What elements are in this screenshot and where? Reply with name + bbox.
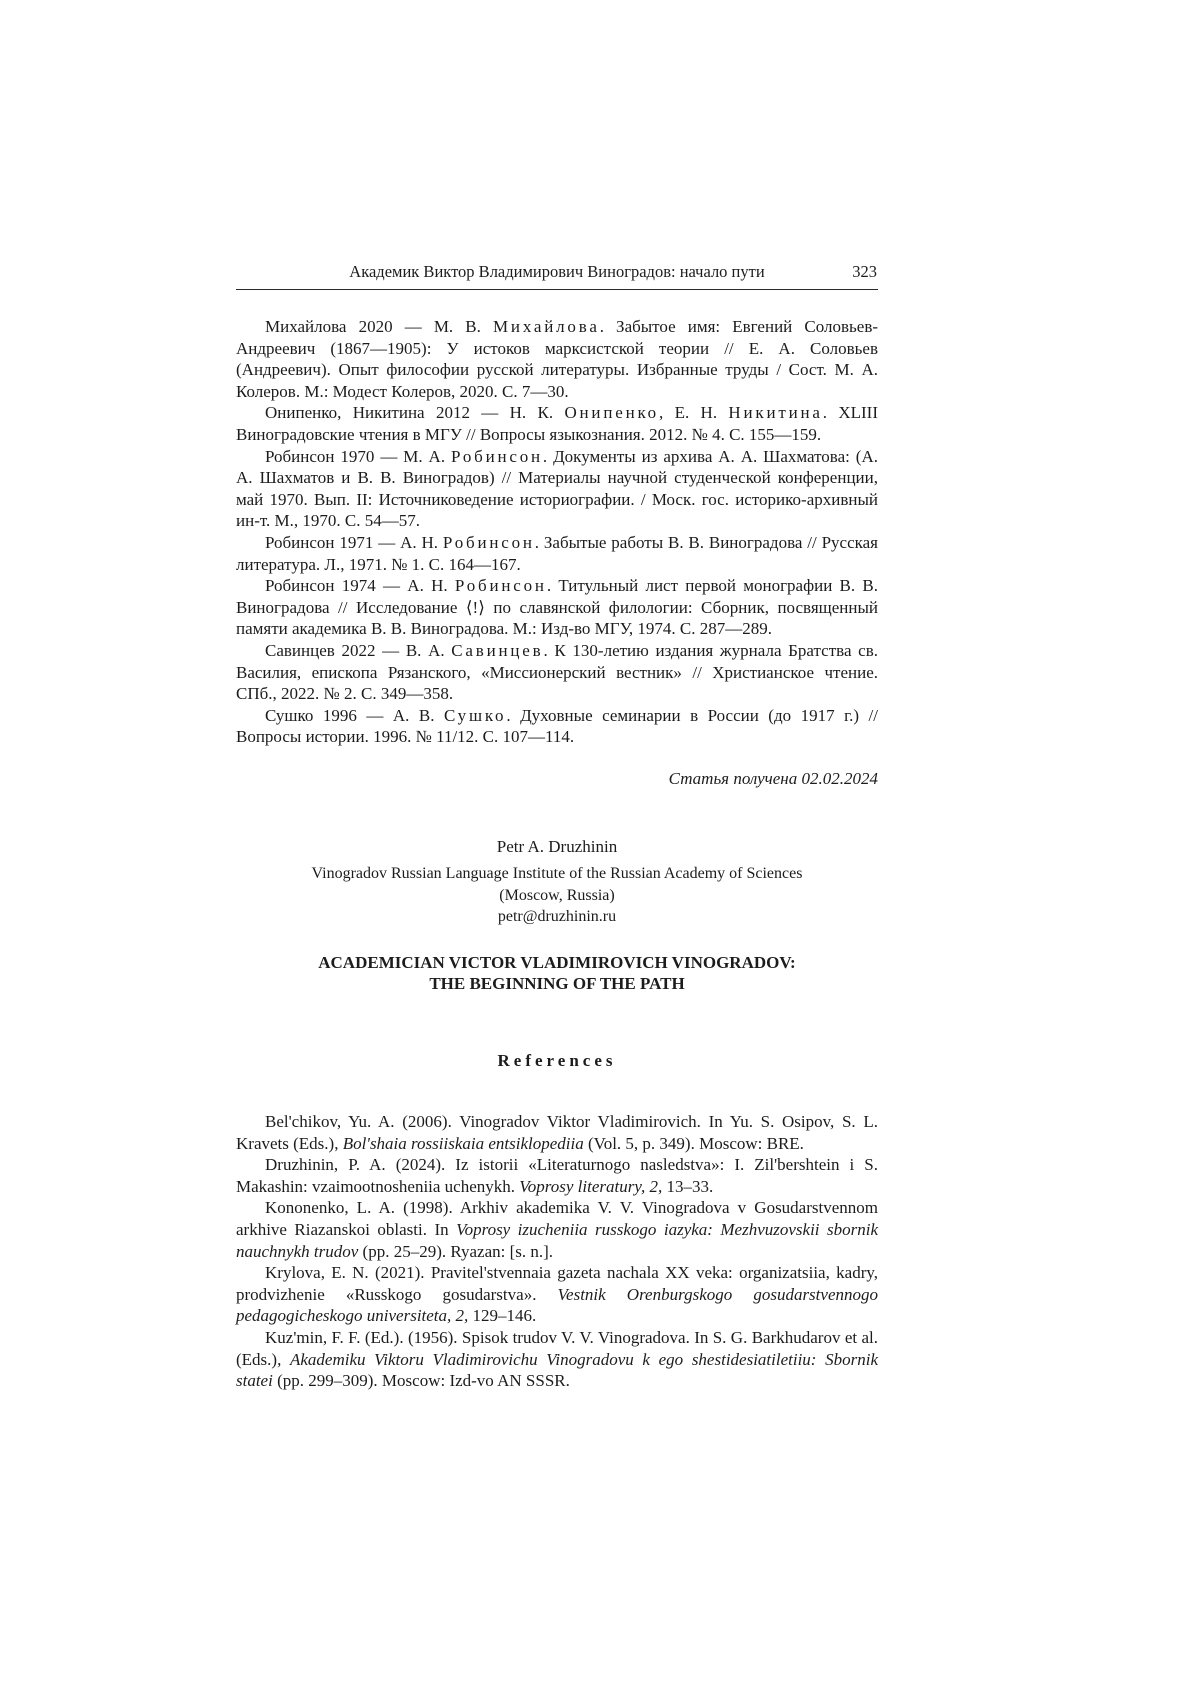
running-head xyxy=(236,262,878,290)
author-email: petr@druzhinin.ru xyxy=(497,908,617,926)
bibliography-entry: Онипенко, Никитина 2012 — Н. К. Онипенко, Е. Н. Никитина. XLIII Виноградовские чтения в МГУ // Вопросы языкознания. 2012. № 4. С. 155—159. xyxy=(236,403,878,444)
reference-entry: Druzhinin, P. A. (2024). Iz istorii «Literaturnogo nasledstva»: I. Zil'bershtein i S. Makashin: vzaimootnosheniia uchenykh. Voprosy literatury, 2, 13–33. xyxy=(236,1155,878,1196)
article-title-line-2: THE BEGINNING OF THE PATH xyxy=(429,974,685,994)
bibliography-entry: Сушко 1996 — А. В. Сушко. Духовные семинарии в России (до 1917 г.) // Вопросы истории. 1996. № 11/12. С. 107—114. xyxy=(236,705,878,747)
running-title: Академик Виктор Владимирович Виноградов: начало пути xyxy=(349,262,765,281)
bibliography-entry: Робинсон 1971 — А. Н. Робинсон. Забытые работы В. В. Виноградова // Русская литература. Л., 1971. № 1. С. 164—167. xyxy=(236,532,878,574)
author-location: (Moscow, Russia) xyxy=(499,886,615,904)
article-title-en xyxy=(236,952,878,995)
received-note: Статья получена 02.02.2024 xyxy=(668,768,878,788)
page-number: 323 xyxy=(852,262,877,281)
reference-entry: Bel'chikov, Yu. A. (2006). Vinogradov Viktor Vladimirovich. In Yu. S. Osipov, S. L. Kravets (Eds.), Bol'shaia rossiiskaia entsiklopediia (Vol. 5, p. 349). Moscow: BRE. xyxy=(236,1111,878,1153)
bibliography-entry: Михайлова 2020 — М. В. Михайлова. Забытое имя: Евгений Соловьев-Андреевич (1867—1905): У истоков марксистской теории // Е. А. Соловьев (Андреевич). Опыт философии русской литературы. Избранные труды / Сост. М. А. Колеров. М.: Модест Колеров, 2020. С. 7—30. xyxy=(236,317,879,401)
bibliography-entry: Робинсон 1974 — А. Н. Робинсон. Титульный лист первой монографии В. В. Виноградова // Исследование ⟨!⟩ по славянской филологии: Сборник, посвященный памяти академика В. В. Виноградова. М.: Изд-во МГУ, 1974. С. 287—289. xyxy=(236,576,879,639)
author-block xyxy=(236,836,878,928)
reference-entry: Krylova, E. N. (2021). Pravitel'stvennaia gazeta nachala XX veka: organizatsiia, kadry, prodvizhenie «Russkogo gosudarstva». Vestnik Orenburgskogo gosudarstvennogo pedagogicheskogo universiteta, 2, 129–146. xyxy=(236,1263,878,1326)
bibliography-entry: Савинцев 2022 — В. А. Савинцев. К 130-летию издания журнала Братства св. Василия, епископа Рязанского, «Миссионерский вестник» // Христианское чтение. СПб., 2022. № 2. С. 349—358. xyxy=(236,640,878,704)
reference-entry: Kononenko, L. A. (1998). Arkhiv akademika V. V. Vinogradova v Gosudarstvennom arkhive Riazanskoi oblasti. In Voprosy izucheniia russkogo iazyka: Mezhvuzovskii sbornik nauchnykh trudov (pp. 25–29). Ryazan: [s. n.]. xyxy=(236,1198,878,1261)
article-title-line-1: ACADEMICIAN VICTOR VLADIMIROVICH VINOGRADOV: xyxy=(318,952,796,972)
reference-entry: Kuz'min, F. F. (Ed.). (1956). Spisok trudov V. V. Vinogradova. In S. G. Barkhudarov et al. (Eds.), Akademiku Viktoru Vladimirovichu Vinogradovu k ego shestidesiatiletiiu: Sbornik statei (pp. 299–309). Moscow: Izd-vo AN SSSR. xyxy=(236,1327,878,1391)
author-name: Petr A. Druzhinin xyxy=(496,837,618,857)
references-en xyxy=(236,1111,878,1392)
bibliography-ru xyxy=(236,316,878,748)
author-affiliation: Vinogradov Russian Language Institute of the Russian Academy of Sciences xyxy=(311,865,803,883)
page-content xyxy=(236,262,878,1392)
bibliography-entry: Робинсон 1970 — М. А. Робинсон. Документы из архива А. А. Шахматова: (А. А. Шахматов и В. В. Виноградов) // Материалы научной студенческой конференции, май 1970. Вып. II: Источниковедение историографии. / Моск. гос. историко-архивный ин-т. М., 1970. С. 54—57. xyxy=(236,446,878,531)
references-heading: References xyxy=(497,1050,617,1070)
